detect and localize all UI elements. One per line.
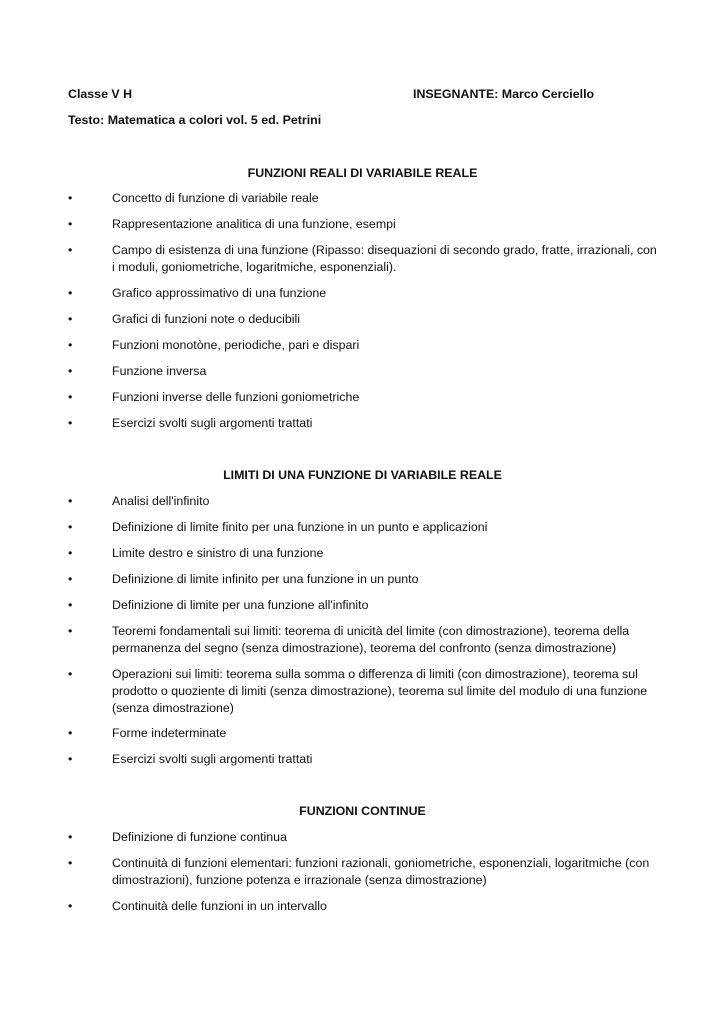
class-label: Classe V H	[68, 87, 133, 101]
bullet-icon: •	[68, 572, 73, 586]
list-item-text: Definizione di limite infinito per una funzione in un punto	[112, 572, 419, 586]
list-item-text: Esercizi svolti sugli argomenti trattati	[112, 752, 313, 766]
list-item-text: Definizione di limite finito per una funzione in un punto e applicazioni	[112, 520, 488, 534]
list-item-text: Funzione inversa	[112, 364, 207, 378]
list-item-text: Analisi dell'infinito	[112, 494, 210, 508]
bullet-icon: •	[68, 830, 73, 844]
textbook-label: Testo: Matematica a colori vol. 5 ed. Petrini	[68, 113, 322, 127]
bullet-icon: •	[68, 856, 73, 870]
bullet-icon: •	[68, 752, 73, 766]
list-item-text: Grafico approssimativo di una funzione	[112, 286, 327, 300]
list-item-text: Rappresentazione analitica di una funzione, esempi	[112, 217, 396, 231]
bullet-icon: •	[68, 191, 73, 205]
bullet-icon: •	[68, 624, 73, 638]
list-item-text: Continuità delle funzioni in un intervallo	[112, 899, 327, 913]
bullet-icon: •	[68, 494, 73, 508]
list-item-text: Limite destro e sinistro di una funzione	[112, 546, 324, 560]
bullet-icon: •	[68, 390, 73, 404]
bullet-icon: •	[68, 416, 73, 430]
list-item-text: Grafici di funzioni note o deducibili	[112, 312, 301, 326]
bullet-icon: •	[68, 667, 73, 681]
section-title-limiti: LIMITI DI UNA FUNZIONE DI VARIABILE REALE	[223, 468, 502, 482]
list-item-text: Esercizi svolti sugli argomenti trattati	[112, 416, 313, 430]
bullet-icon: •	[68, 726, 73, 740]
list-item-text: Definizione di funzione continua	[112, 830, 287, 844]
list-item-text: Operazioni sui limiti: teorema sulla somma o differenza di limiti (con dimostrazione), teorema sul prodotto o quoziente di limiti (senza dimostrazione), teorema sul limite del modulo di una funzione (senza dimostrazione)	[112, 667, 648, 715]
list-item-text: Campo di esistenza di una funzione (Ripasso: disequazioni di secondo grado, fratte, irrazionali, con i moduli, goniometriche, logaritmiche, esponenziali).	[112, 243, 657, 274]
section-title-funzioni-reali: FUNZIONI REALI DI VARIABILE REALE	[247, 166, 478, 180]
list-item-text: Teoremi fondamentali sui limiti: teorema di unicità del limite (con dimostrazione), teorema della permanenza del segno (senza dimostrazione), teorema del confronto (senza dimostrazione)	[112, 624, 630, 655]
bullet-icon: •	[68, 364, 73, 378]
bullet-icon: •	[68, 243, 73, 257]
list-item-text: Funzioni monotòne, periodiche, pari e dispari	[112, 338, 360, 352]
bullet-icon: •	[68, 312, 73, 326]
bullet-icon: •	[68, 899, 73, 913]
bullet-icon: •	[68, 520, 73, 534]
bullet-icon: •	[68, 286, 73, 300]
bullet-icon: •	[68, 546, 73, 560]
list-item-text: Concetto di funzione di variabile reale	[112, 191, 319, 205]
list-item-text: Forme indeterminate	[112, 726, 227, 740]
section-title-funzioni-continue: FUNZIONI CONTINUE	[299, 804, 426, 818]
teacher-label: INSEGNANTE: Marco Cerciello	[413, 87, 595, 101]
bullet-icon: •	[68, 217, 73, 231]
list-item-text: Continuità di funzioni elementari: funzioni razionali, goniometriche, esponenziali, logaritmiche (con dimostrazioni), funzione potenza e irrazionale (senza dimostrazione)	[112, 856, 650, 887]
list-item-text: Definizione di limite per una funzione all'infinito	[112, 598, 369, 612]
bullet-icon: •	[68, 598, 73, 612]
bullet-icon: •	[68, 338, 73, 352]
list-item-text: Funzioni inverse delle funzioni goniometriche	[112, 390, 360, 404]
